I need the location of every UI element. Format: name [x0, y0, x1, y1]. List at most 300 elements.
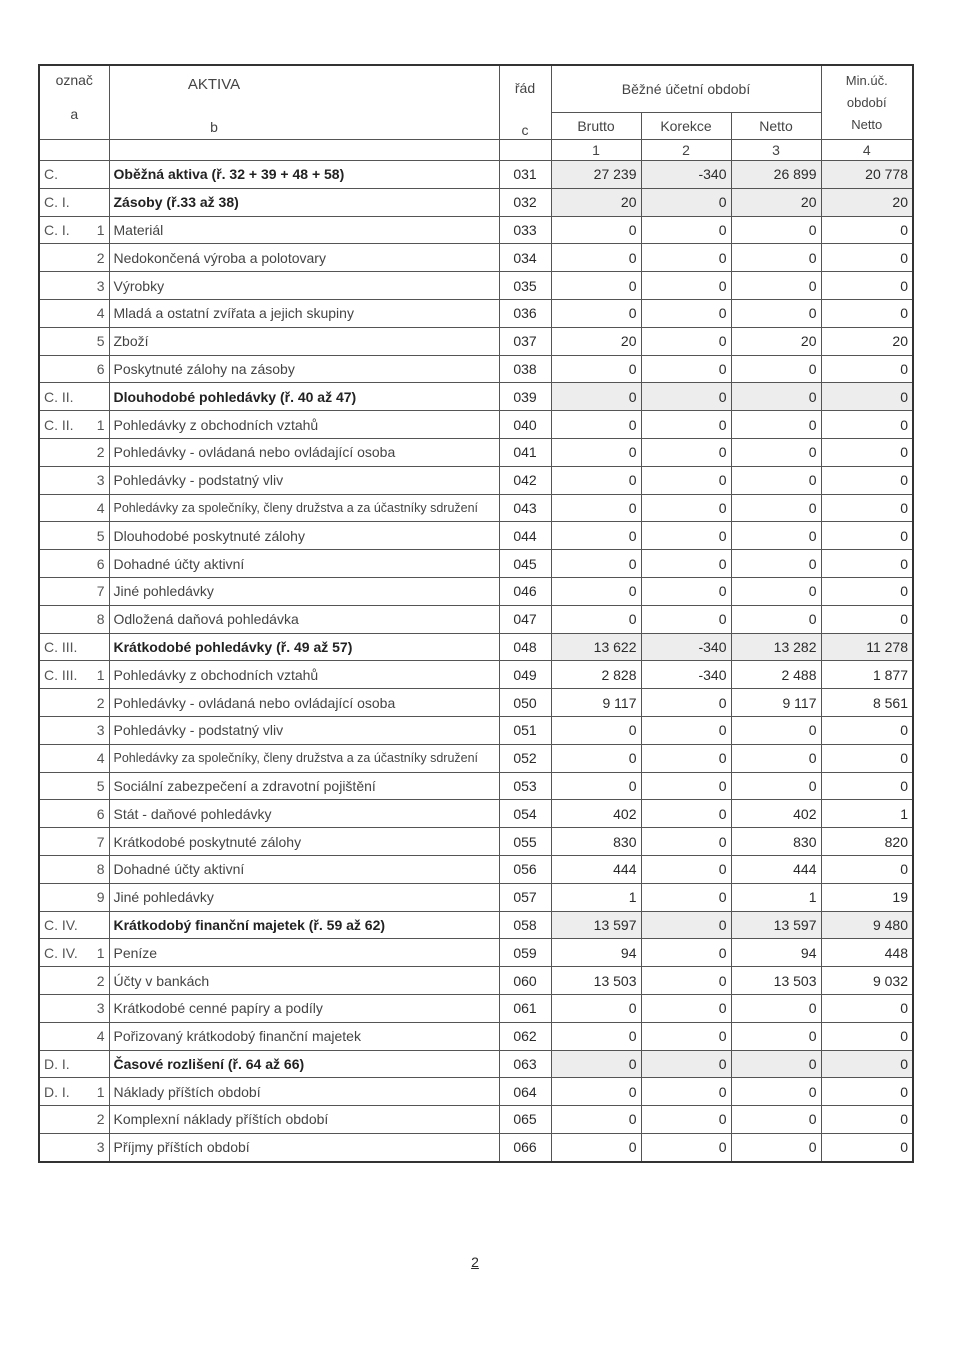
header-min — [821, 65, 913, 140]
table-row — [39, 216, 913, 244]
table-row — [39, 494, 913, 522]
row-number: 060 — [499, 967, 551, 995]
row-number: 062 — [499, 1022, 551, 1050]
table-row — [39, 855, 913, 883]
cell-korekce: 0 — [641, 327, 731, 355]
table-row — [39, 939, 913, 967]
cell-netto: 0 — [731, 716, 821, 744]
row-label: Komplexní náklady příštích období — [109, 1106, 499, 1134]
table-row — [39, 327, 913, 355]
cell-korekce: -340 — [641, 161, 731, 189]
cell-netto: 0 — [731, 605, 821, 633]
table-row — [39, 1022, 913, 1050]
table-row — [39, 716, 913, 744]
row-label: Krátkodobé cenné papíry a podíly — [109, 994, 499, 1022]
cell-min: 820 — [821, 828, 913, 856]
row-label: Zboží — [109, 327, 499, 355]
row-number: 031 — [499, 161, 551, 189]
row-marker — [39, 716, 109, 744]
row-label: Pohledávky z obchodních vztahů — [109, 411, 499, 439]
cell-korekce: 0 — [641, 550, 731, 578]
cell-min: 0 — [821, 1022, 913, 1050]
row-number: 045 — [499, 550, 551, 578]
cell-netto: 0 — [731, 466, 821, 494]
cell-netto: 0 — [731, 1022, 821, 1050]
row-label: Příjmy příštích období — [109, 1133, 499, 1161]
cell-netto: 26 899 — [731, 161, 821, 189]
cell-netto: 0 — [731, 355, 821, 383]
cell-korekce: 0 — [641, 1133, 731, 1161]
row-marker — [39, 1022, 109, 1050]
cell-netto: 0 — [731, 1050, 821, 1078]
row-marker-section: C. I. — [44, 221, 70, 238]
cell-netto: 20 — [731, 188, 821, 216]
cell-korekce: 0 — [641, 411, 731, 439]
cell-korekce: 0 — [641, 994, 731, 1022]
cell-brutto: 444 — [551, 855, 641, 883]
cell-korekce: 0 — [641, 800, 731, 828]
cell-korekce: 0 — [641, 689, 731, 717]
row-marker-number: 5 — [96, 333, 105, 350]
row-marker — [39, 550, 109, 578]
cell-netto: 0 — [731, 1106, 821, 1134]
cell-brutto: 0 — [551, 772, 641, 800]
cell-netto: 0 — [731, 299, 821, 327]
header-letter-b: b — [210, 119, 218, 135]
row-marker-number: 1 — [96, 1083, 105, 1100]
row-marker — [39, 299, 109, 327]
cell-min: 448 — [821, 939, 913, 967]
row-label: Náklady příštích období — [109, 1078, 499, 1106]
row-marker — [39, 188, 109, 216]
row-marker — [39, 939, 109, 967]
row-label: Pohledávky - ovládaná nebo ovládající osoba — [109, 689, 499, 717]
cell-netto: 0 — [731, 244, 821, 272]
cell-netto: 0 — [731, 411, 821, 439]
table-row — [39, 828, 913, 856]
cell-brutto: 0 — [551, 994, 641, 1022]
header-num-1: 1 — [551, 140, 641, 161]
cell-brutto: 0 — [551, 1133, 641, 1161]
row-marker-number: 2 — [96, 694, 105, 711]
row-marker-number: 4 — [96, 1028, 105, 1045]
cell-min: 0 — [821, 744, 913, 772]
row-label: Zásoby (ř.33 až 38) — [109, 188, 499, 216]
table-row — [39, 1133, 913, 1161]
table-row — [39, 383, 913, 411]
row-marker-number: 8 — [96, 611, 105, 628]
row-marker-number: 2 — [96, 1111, 105, 1128]
row-label: Oběžná aktiva (ř. 32 + 39 + 48 + 58) — [109, 161, 499, 189]
cell-min: 0 — [821, 272, 913, 300]
cell-brutto: 2 828 — [551, 661, 641, 689]
row-marker — [39, 244, 109, 272]
cell-brutto: 13 622 — [551, 633, 641, 661]
row-marker-number: 3 — [96, 472, 105, 489]
header-brutto: Brutto — [551, 113, 641, 140]
cell-korekce: 0 — [641, 772, 731, 800]
cell-netto: 9 117 — [731, 689, 821, 717]
cell-korekce: 0 — [641, 967, 731, 995]
cell-min: 20 778 — [821, 161, 913, 189]
row-marker — [39, 689, 109, 717]
table-row — [39, 800, 913, 828]
table-row — [39, 689, 913, 717]
table-row — [39, 967, 913, 995]
row-marker-number: 6 — [96, 360, 105, 377]
cell-korekce: 0 — [641, 494, 731, 522]
header-num-blank-a — [39, 140, 109, 161]
assets-table — [38, 64, 914, 1163]
header-num-blank-b — [109, 140, 499, 161]
cell-korekce: 0 — [641, 438, 731, 466]
cell-min: 0 — [821, 1078, 913, 1106]
cell-brutto: 0 — [551, 466, 641, 494]
cell-brutto: 13 597 — [551, 911, 641, 939]
table-row — [39, 411, 913, 439]
row-marker — [39, 577, 109, 605]
row-marker — [39, 967, 109, 995]
row-marker-section: C. — [44, 166, 58, 183]
header-aktiva — [109, 65, 499, 140]
cell-korekce: 0 — [641, 883, 731, 911]
row-number: 038 — [499, 355, 551, 383]
header-oznac-label: označ — [55, 72, 93, 88]
row-number: 040 — [499, 411, 551, 439]
cell-korekce: 0 — [641, 466, 731, 494]
cell-min: 0 — [821, 411, 913, 439]
header-row-1 — [39, 65, 913, 113]
cell-korekce: 0 — [641, 939, 731, 967]
cell-brutto: 0 — [551, 522, 641, 550]
row-label: Výrobky — [109, 272, 499, 300]
header-letter-a: a — [70, 106, 79, 122]
row-number: 063 — [499, 1050, 551, 1078]
row-marker-number: 6 — [96, 805, 105, 822]
cell-netto: 1 — [731, 883, 821, 911]
row-label: Krátkodobý finanční majetek (ř. 59 až 62) — [109, 911, 499, 939]
row-label: Pořizovaný krátkodobý finanční majetek — [109, 1022, 499, 1050]
row-marker-section: C. II. — [44, 388, 74, 405]
row-marker-number: 8 — [96, 861, 105, 878]
row-marker — [39, 1133, 109, 1161]
cell-brutto: 13 503 — [551, 967, 641, 995]
row-marker-section: C. III. — [44, 666, 78, 683]
cell-min: 19 — [821, 883, 913, 911]
row-marker-number: 4 — [96, 499, 105, 516]
cell-korekce: 0 — [641, 216, 731, 244]
cell-korekce: 0 — [641, 716, 731, 744]
table-row — [39, 883, 913, 911]
header-min-line2: období — [846, 94, 887, 110]
cell-brutto: 9 117 — [551, 689, 641, 717]
row-marker-number: 7 — [96, 583, 105, 600]
row-marker-number: 1 — [96, 666, 105, 683]
table-row — [39, 161, 913, 189]
table-row — [39, 994, 913, 1022]
cell-netto: 0 — [731, 522, 821, 550]
row-number: 061 — [499, 994, 551, 1022]
row-marker-number: 3 — [96, 1139, 105, 1156]
cell-min: 0 — [821, 994, 913, 1022]
row-number: 046 — [499, 577, 551, 605]
cell-brutto: 0 — [551, 744, 641, 772]
table-row — [39, 272, 913, 300]
cell-netto: 0 — [731, 550, 821, 578]
row-marker-number: 1 — [96, 944, 105, 961]
cell-brutto: 402 — [551, 800, 641, 828]
table-row — [39, 577, 913, 605]
cell-korekce: 0 — [641, 577, 731, 605]
row-marker — [39, 772, 109, 800]
row-number: 041 — [499, 438, 551, 466]
header-min-line3: Netto — [851, 116, 883, 132]
row-marker — [39, 633, 109, 661]
header-aktiva-label: AKTIVA — [187, 76, 241, 93]
table-row — [39, 438, 913, 466]
cell-korekce: 0 — [641, 744, 731, 772]
cell-min: 0 — [821, 605, 913, 633]
cell-min: 20 — [821, 327, 913, 355]
cell-min: 0 — [821, 577, 913, 605]
row-label: Dlouhodobé pohledávky (ř. 40 až 47) — [109, 383, 499, 411]
row-label: Dohadné účty aktivní — [109, 855, 499, 883]
row-marker — [39, 1050, 109, 1078]
row-marker-number: 3 — [96, 1000, 105, 1017]
table-row — [39, 1106, 913, 1134]
cell-min: 9 032 — [821, 967, 913, 995]
row-number: 043 — [499, 494, 551, 522]
row-label: Pohledávky za společníky, členy družstva a za účastníky sdružení — [109, 494, 499, 522]
cell-min: 0 — [821, 522, 913, 550]
cell-korekce: 0 — [641, 1022, 731, 1050]
row-marker — [39, 1078, 109, 1106]
table-row — [39, 299, 913, 327]
row-marker — [39, 744, 109, 772]
row-label: Časové rozlišení (ř. 64 až 66) — [109, 1050, 499, 1078]
cell-netto: 0 — [731, 577, 821, 605]
row-label: Mladá a ostatní zvířata a jejich skupiny — [109, 299, 499, 327]
header-num-4: 4 — [821, 140, 913, 161]
row-marker-section: C. IV. — [44, 916, 78, 933]
cell-brutto: 0 — [551, 299, 641, 327]
row-marker-number: 3 — [96, 722, 105, 739]
header-num-blank-c — [499, 140, 551, 161]
cell-netto: 402 — [731, 800, 821, 828]
table-row — [39, 661, 913, 689]
cell-brutto: 0 — [551, 383, 641, 411]
row-label: Pohledávky za společníky, členy družstva a za účastníky sdružení — [109, 744, 499, 772]
row-number: 059 — [499, 939, 551, 967]
cell-brutto: 0 — [551, 438, 641, 466]
cell-min: 8 561 — [821, 689, 913, 717]
row-number: 044 — [499, 522, 551, 550]
cell-min: 9 480 — [821, 911, 913, 939]
row-marker — [39, 911, 109, 939]
row-label: Stát - daňové pohledávky — [109, 800, 499, 828]
cell-netto: 13 597 — [731, 911, 821, 939]
row-marker-section: C. III. — [44, 638, 78, 655]
cell-korekce: 0 — [641, 188, 731, 216]
table-row — [39, 772, 913, 800]
cell-korekce: 0 — [641, 855, 731, 883]
row-label: Dlouhodobé poskytnuté zálohy — [109, 522, 499, 550]
row-number: 035 — [499, 272, 551, 300]
cell-korekce: 0 — [641, 1106, 731, 1134]
cell-brutto: 0 — [551, 494, 641, 522]
cell-min: 11 278 — [821, 633, 913, 661]
cell-netto: 830 — [731, 828, 821, 856]
row-number: 066 — [499, 1133, 551, 1161]
cell-netto: 0 — [731, 272, 821, 300]
row-number: 065 — [499, 1106, 551, 1134]
row-number: 052 — [499, 744, 551, 772]
row-marker — [39, 828, 109, 856]
cell-brutto: 27 239 — [551, 161, 641, 189]
cell-korekce: 0 — [641, 383, 731, 411]
cell-min: 0 — [821, 355, 913, 383]
header-row-3 — [39, 140, 913, 161]
cell-korekce: 0 — [641, 828, 731, 856]
row-marker — [39, 466, 109, 494]
row-label: Dohadné účty aktivní — [109, 550, 499, 578]
row-marker-number: 5 — [96, 527, 105, 544]
cell-min: 0 — [821, 716, 913, 744]
header-rad — [499, 65, 551, 140]
row-marker — [39, 355, 109, 383]
cell-brutto: 0 — [551, 216, 641, 244]
table-row — [39, 466, 913, 494]
cell-netto: 0 — [731, 1133, 821, 1161]
row-label: Nedokončená výroba a polotovary — [109, 244, 499, 272]
row-number: 039 — [499, 383, 551, 411]
row-marker-number: 2 — [96, 444, 105, 461]
cell-netto: 0 — [731, 1078, 821, 1106]
cell-brutto: 0 — [551, 550, 641, 578]
row-label: Odložená daňová pohledávka — [109, 605, 499, 633]
row-label: Poskytnuté zálohy na zásoby — [109, 355, 499, 383]
cell-min: 0 — [821, 383, 913, 411]
cell-brutto: 94 — [551, 939, 641, 967]
cell-min: 0 — [821, 772, 913, 800]
row-marker-number: 2 — [96, 972, 105, 989]
row-number: 058 — [499, 911, 551, 939]
row-label: Pohledávky - ovládaná nebo ovládající osoba — [109, 438, 499, 466]
row-label: Krátkodobé poskytnuté zálohy — [109, 828, 499, 856]
cell-min: 1 877 — [821, 661, 913, 689]
row-number: 033 — [499, 216, 551, 244]
row-label: Pohledávky - podstatný vliv — [109, 466, 499, 494]
row-marker — [39, 216, 109, 244]
cell-brutto: 830 — [551, 828, 641, 856]
table-row — [39, 911, 913, 939]
row-marker-number: 2 — [96, 249, 105, 266]
cell-netto: 0 — [731, 216, 821, 244]
cell-min: 0 — [821, 1050, 913, 1078]
row-marker — [39, 327, 109, 355]
row-label: Jiné pohledávky — [109, 883, 499, 911]
cell-min: 1 — [821, 800, 913, 828]
row-marker — [39, 522, 109, 550]
row-number: 055 — [499, 828, 551, 856]
header-min-line1: Min.úč. — [845, 72, 888, 88]
row-number: 048 — [499, 633, 551, 661]
cell-netto: 13 503 — [731, 967, 821, 995]
cell-korekce: 0 — [641, 1078, 731, 1106]
cell-netto: 0 — [731, 772, 821, 800]
cell-brutto: 20 — [551, 327, 641, 355]
table-row — [39, 1078, 913, 1106]
cell-netto: 13 282 — [731, 633, 821, 661]
cell-netto: 0 — [731, 494, 821, 522]
row-marker-number: 6 — [96, 555, 105, 572]
cell-netto: 20 — [731, 327, 821, 355]
row-marker — [39, 1106, 109, 1134]
row-marker — [39, 605, 109, 633]
table-row — [39, 244, 913, 272]
row-number: 056 — [499, 855, 551, 883]
row-label: Materiál — [109, 216, 499, 244]
row-number: 049 — [499, 661, 551, 689]
cell-brutto: 0 — [551, 1050, 641, 1078]
row-number: 047 — [499, 605, 551, 633]
row-marker — [39, 883, 109, 911]
balance-sheet — [38, 64, 912, 1270]
cell-min: 0 — [821, 550, 913, 578]
row-label: Sociální zabezpečení a zdravotní pojištění — [109, 772, 499, 800]
cell-brutto: 0 — [551, 577, 641, 605]
row-marker-section: D. I. — [44, 1055, 70, 1072]
cell-min: 0 — [821, 244, 913, 272]
row-marker-number: 9 — [96, 889, 105, 906]
row-number: 057 — [499, 883, 551, 911]
cell-korekce: 0 — [641, 605, 731, 633]
row-label: Pohledávky - podstatný vliv — [109, 716, 499, 744]
row-number: 034 — [499, 244, 551, 272]
page-number: 2 — [471, 1254, 479, 1270]
table-row — [39, 188, 913, 216]
cell-korekce: -340 — [641, 661, 731, 689]
cell-brutto: 0 — [551, 272, 641, 300]
row-marker — [39, 161, 109, 189]
table-row — [39, 633, 913, 661]
cell-netto: 2 488 — [731, 661, 821, 689]
header-oznac — [39, 65, 109, 140]
cell-brutto: 0 — [551, 1106, 641, 1134]
row-marker-section: D. I. — [44, 1083, 70, 1100]
cell-min: 0 — [821, 855, 913, 883]
row-marker-number: 1 — [96, 416, 105, 433]
cell-min: 0 — [821, 216, 913, 244]
cell-brutto: 1 — [551, 883, 641, 911]
row-label: Pohledávky z obchodních vztahů — [109, 661, 499, 689]
row-marker-number: 4 — [96, 305, 105, 322]
row-marker-number: 5 — [96, 777, 105, 794]
row-number: 032 — [499, 188, 551, 216]
cell-korekce: 0 — [641, 911, 731, 939]
cell-korekce: -340 — [641, 633, 731, 661]
row-label: Účty v bankách — [109, 967, 499, 995]
row-number: 054 — [499, 800, 551, 828]
cell-netto: 0 — [731, 744, 821, 772]
row-marker-section: C. IV. — [44, 944, 78, 961]
row-marker-number: 3 — [96, 277, 105, 294]
header-letter-c: c — [521, 122, 529, 138]
row-marker-number: 1 — [96, 221, 105, 238]
header-num-3: 3 — [731, 140, 821, 161]
cell-brutto: 0 — [551, 605, 641, 633]
table-row — [39, 744, 913, 772]
